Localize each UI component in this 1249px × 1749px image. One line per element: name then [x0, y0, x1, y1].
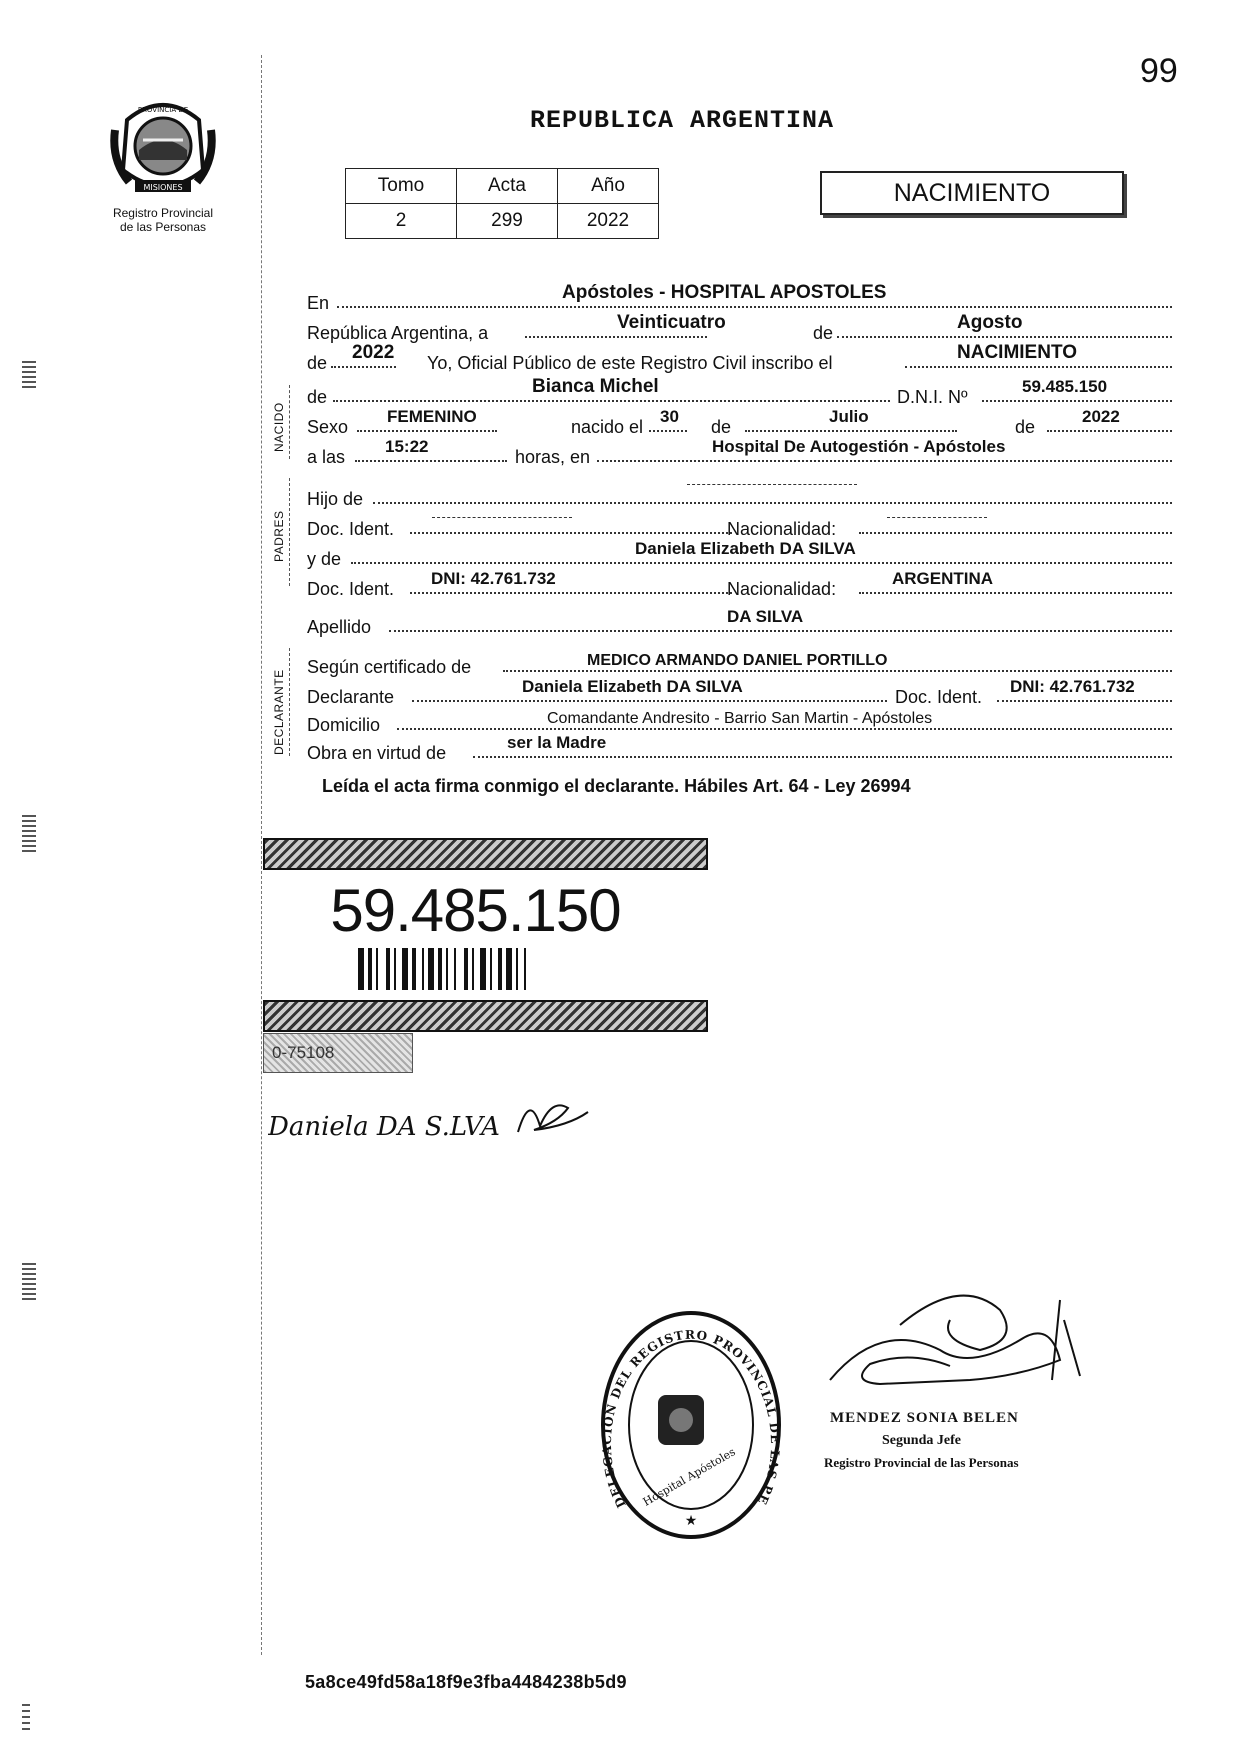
document-title: REPUBLICA ARGENTINA — [530, 106, 835, 135]
value-declarante: Daniela Elizabeth DA SILVA — [522, 677, 743, 696]
serial-box: 0-75108 — [263, 1033, 413, 1073]
label-apellido: Apellido — [307, 617, 372, 637]
label-domicilio: Domicilio — [307, 715, 381, 735]
row-hora — [307, 437, 1172, 468]
padre-doc-blank — [432, 517, 572, 518]
barcode-bar — [524, 948, 526, 990]
stamp-emblem-icon — [658, 1395, 704, 1445]
barcode-bar — [412, 948, 416, 990]
dni-block — [263, 838, 708, 1032]
official-stamp — [596, 1305, 786, 1550]
dni-number: 59.485.150 — [330, 877, 621, 944]
row-hijo-de — [307, 484, 1172, 510]
barcode-icon — [358, 948, 598, 990]
signer-block — [824, 1410, 1019, 1471]
value-decl-doc: DNI: 42.761.732 — [1010, 677, 1135, 696]
nacido-bracket — [289, 385, 290, 459]
label-declarante: Declarante — [307, 687, 395, 707]
scan-mark — [22, 358, 36, 388]
closing-statement: Leída el acta firma conmigo el declarante. Hábiles Art. 64 - Ley 26994 — [322, 776, 911, 796]
value-nombre: Bianca Michel — [532, 376, 659, 397]
label-nac-de: de — [711, 417, 732, 437]
label-oficial: Yo, Oficial Público de este Registro Civil inscribo el — [427, 353, 833, 373]
logo-caption-1: Registro Provincial — [112, 206, 214, 220]
label-horas-en: horas, en — [515, 447, 591, 467]
row-anio — [307, 342, 1172, 374]
label-decl-doc: Doc. Ident. — [895, 687, 983, 707]
value-apellido: DA SILVA — [727, 607, 804, 626]
barcode-bar — [480, 948, 486, 990]
signer-org: Registro Provincial de las Personas — [824, 1455, 1019, 1470]
seal-top-text: PROVINCIA DE — [137, 106, 189, 114]
security-pattern-top — [263, 838, 708, 870]
label-nacionalidad: Nacionalidad: — [727, 519, 837, 539]
margin-line — [261, 55, 262, 1655]
scan-mark — [22, 1260, 36, 1300]
section-nacido: NACIDO — [272, 402, 286, 452]
header-acta: Acta — [457, 169, 558, 204]
barcode-bar — [402, 948, 408, 990]
barcode-bar — [498, 948, 502, 990]
barcode-bar — [490, 948, 492, 990]
row-en — [307, 282, 1172, 314]
barcode-bar — [464, 948, 468, 990]
value-acta: 299 — [457, 204, 558, 239]
province-seal-icon — [107, 90, 219, 202]
signer-name: MENDEZ SONIA BELEN — [830, 1410, 1019, 1426]
label-doc-ident: Doc. Ident. — [307, 519, 395, 539]
barcode-bar — [472, 948, 474, 990]
document-hash: 5a8ce49fd58a18f9e3fba4484238b5d9 — [305, 1672, 627, 1692]
stamp-star-icon: ★ — [684, 1512, 698, 1528]
value-tipo: NACIMIENTO — [957, 342, 1077, 363]
value-nac-dia: 30 — [660, 407, 679, 426]
label-anio-de: de — [307, 353, 328, 373]
section-declarante: DECLARANTE — [272, 669, 286, 755]
value-domicilio: Comandante Andresito - Barrio San Martin - Apóstoles — [547, 710, 933, 727]
scan-mark — [22, 812, 36, 852]
barcode-bar — [376, 948, 378, 990]
value-dni: 59.485.150 — [1022, 377, 1108, 396]
barcode-bar — [428, 948, 434, 990]
value-hora: 15:22 — [385, 437, 429, 456]
label-certificado: Según certificado de — [307, 657, 472, 677]
value-madre: Daniela Elizabeth DA SILVA — [635, 539, 856, 558]
label-y-de: y de — [307, 549, 342, 569]
official-signature-scribble — [820, 1280, 1100, 1405]
record-type-box: NACIMIENTO — [820, 171, 1124, 215]
value-tomo: 2 — [346, 204, 457, 239]
barcode-bar — [368, 948, 372, 990]
barcode-bar — [438, 948, 442, 990]
section-padres: PADRES — [272, 510, 286, 562]
value-lugar-nacimiento: Hospital De Autogestión - Apóstoles — [712, 437, 1006, 456]
value-madre-nacionalidad: ARGENTINA — [892, 569, 994, 588]
row-doc-madre — [307, 569, 1172, 600]
stamp-inner-text: Hospital Apóstoles — [640, 1445, 738, 1509]
barcode-bar — [516, 948, 518, 990]
label-nacido-el: nacido el — [571, 417, 644, 437]
scan-mark — [22, 1700, 30, 1730]
label-nac-de2: de — [1015, 417, 1036, 437]
page-number: 99 — [1140, 52, 1178, 90]
label-hijo-de: Hijo de — [307, 489, 364, 509]
declarant-signature — [268, 1090, 598, 1155]
acta-table — [345, 168, 659, 239]
padres-bracket — [289, 478, 290, 586]
seal-bottom-text: MISIONES — [143, 183, 183, 192]
signer-role: Segunda Jefe — [882, 1433, 961, 1448]
label-nacionalidad-2: Nacionalidad: — [727, 579, 837, 599]
header-tomo: Tomo — [346, 169, 457, 204]
label-en: En — [307, 293, 330, 313]
row-declarante — [307, 677, 1172, 708]
declarante-bracket — [289, 648, 290, 756]
header-anio: Año — [558, 169, 659, 204]
barcode-bar — [386, 948, 390, 990]
stamp-ring-text: DELEGACION DEL REGISTRO PROVINCIAL DE LAS PE — [599, 1327, 783, 1511]
label-obra: Obra en virtud de — [307, 743, 447, 763]
declarant-signature-text: Daniela DA S.LVA — [268, 1112, 500, 1142]
barcode-bar — [506, 948, 512, 990]
registry-logo — [98, 90, 228, 234]
label-nombre-de: de — [307, 387, 328, 407]
value-dia: Veinticuatro — [617, 312, 726, 333]
value-madre-doc: DNI: 42.761.732 — [431, 569, 556, 588]
value-lugar-inscripcion: Apóstoles - HOSPITAL APOSTOLES — [562, 282, 887, 303]
label-sexo: Sexo — [307, 417, 349, 437]
value-nac-anio: 2022 — [1082, 407, 1120, 426]
row-domicilio — [307, 710, 1172, 736]
barcode-bar — [446, 948, 448, 990]
barcode-bar — [454, 948, 456, 990]
barcode-bar — [358, 948, 364, 990]
label-de: de — [813, 323, 834, 343]
barcode-bar — [422, 948, 424, 990]
padre-nac-blank — [887, 517, 987, 518]
value-obra: ser la Madre — [507, 733, 607, 752]
row-apellido — [307, 607, 1172, 638]
security-pattern-bottom — [263, 1000, 708, 1032]
value-anio: 2022 — [558, 204, 659, 239]
barcode-bar — [394, 948, 396, 990]
label-doc-ident-2: Doc. Ident. — [307, 579, 395, 599]
label-republica: República Argentina, a — [307, 323, 489, 343]
value-anio: 2022 — [352, 342, 395, 363]
value-nac-mes: Julio — [829, 407, 869, 426]
label-dni: D.N.I. Nº — [897, 387, 968, 407]
row-obra — [307, 733, 1172, 764]
value-certificado: MEDICO ARMANDO DANIEL PORTILLO — [587, 652, 888, 669]
value-sexo: FEMENINO — [387, 407, 477, 426]
logo-caption-2: de las Personas — [119, 220, 207, 234]
padre-blank — [687, 484, 857, 485]
value-mes: Agosto — [957, 312, 1023, 333]
label-hora: a las — [307, 447, 346, 467]
